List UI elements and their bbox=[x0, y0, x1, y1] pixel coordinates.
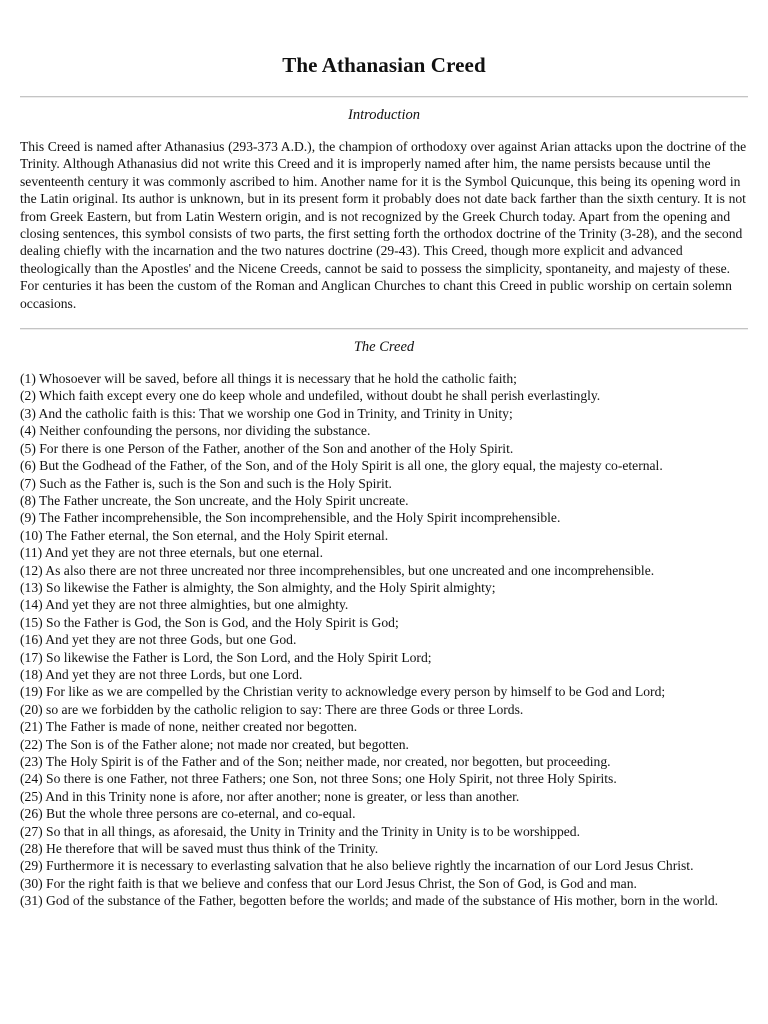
creed-line: (4) Neither confounding the persons, nor dividing the substance. bbox=[20, 423, 371, 439]
creed-line: (27) So that in all things, as aforesaid, the Unity in Trinity and the Trinity in Unity is to be worshipped. bbox=[20, 823, 580, 839]
creed-heading: The Creed bbox=[353, 339, 415, 356]
creed-line: (22) The Son is of the Father alone; not made nor created, but begotten. bbox=[20, 736, 409, 752]
creed-line: (8) The Father uncreate, the Son uncreate, and the Holy Spirit uncreate. bbox=[20, 492, 409, 508]
creed-line: (11) And yet they are not three eternals, but one eternal. bbox=[20, 545, 323, 561]
creed-line: (17) So likewise the Father is Lord, the Son Lord, and the Holy Spirit Lord; bbox=[20, 649, 432, 665]
introduction-heading: Introduction bbox=[348, 107, 420, 123]
introduction-paragraph: This Creed is named after Athanasius (293-373 A.D.), the champion of orthodoxy over against Arian attacks upon the doctrine of the Trinity. Although Athanasius did not write this Creed and it is improperly named after him, the name persists because until the seventeenth century it was commonly ascribed to him. Another name for it is the Symbol Quicunque, this being its opening word in the Latin original. Its author is unknown, but in its present form it probably does not date back farther than the sixth century. It is not from Greek Eastern, but from Latin Western origin, and is not recognized by the Greek Church today. Apart from the opening and closing sentences, this symbol consists of two parts, the first setting forth the orthodox doctrine of the Trinity (3-28), and the second dealing chiefly with the incarnation and the two natures doctrine (29-43). This Creed, though more explicit and advanced theologically than the Apostles' and the Nicene Creeds, cannot be said to possess the simplicity, spontaneity, and majesty of these. For centuries it has been the custom of the Roman and Anglican Churches to chant this Creed in public worship on certain solemn occasions. bbox=[20, 139, 747, 311]
creed-line: (5) For there is one Person of the Father, another of the Son and another of the Holy Spirit. bbox=[20, 440, 514, 456]
divider-middle bbox=[20, 328, 748, 330]
creed-line: (23) The Holy Spirit is of the Father and of the Son; neither made, nor created, nor begotten, but proceeding. bbox=[20, 754, 611, 769]
creed-line: (14) And yet they are not three almighties, but one almighty. bbox=[20, 597, 349, 613]
creed-list bbox=[20, 370, 748, 910]
creed-line: (3) And the catholic faith is this: That we worship one God in Trinity, and Trinity in Unity; bbox=[20, 405, 513, 421]
page-title: The Athanasian Creed bbox=[282, 53, 486, 77]
creed-line: (21) The Father is made of none, neither created nor begotten. bbox=[20, 719, 358, 735]
creed-line: (9) The Father incomprehensible, the Son incomprehensible, and the Holy Spirit incomprehensible. bbox=[20, 510, 561, 526]
creed-line: (10) The Father eternal, the Son eternal, and the Holy Spirit eternal. bbox=[20, 527, 389, 543]
divider-top bbox=[20, 96, 748, 98]
creed-line: (7) Such as the Father is, such is the Son and such is the Holy Spirit. bbox=[20, 475, 392, 491]
creed-line: (24) So there is one Father, not three Fathers; one Son, not three Sons; one Holy Spirit, not three Holy Spirits. bbox=[20, 771, 617, 787]
creed-line: (20) so are we forbidden by the catholic religion to say: There are three Gods or three Lords. bbox=[20, 701, 524, 717]
creed-line: (15) So the Father is God, the Son is God, and the Holy Spirit is God; bbox=[20, 614, 399, 630]
creed-line: (29) Furthermore it is necessary to everlasting salvation that he also believe rightly the incarnation of our Lord Jesus Christ. bbox=[20, 858, 694, 874]
creed-line: (25) And in this Trinity none is afore, nor after another; none is greater, or less than another. bbox=[20, 788, 520, 804]
creed-line: (31) God of the substance of the Father, begotten before the worlds; and made of the substance of His mother, born in the world. bbox=[20, 893, 719, 909]
creed-line: (2) Which faith except every one do keep whole and undefiled, without doubt he shall perish everlastingly. bbox=[20, 388, 601, 404]
creed-line: (26) But the whole three persons are co-eternal, and co-equal. bbox=[20, 806, 356, 822]
creed-line: (16) And yet they are not three Gods, but one God. bbox=[20, 632, 297, 648]
creed-line: (18) And yet they are not three Lords, but one Lord. bbox=[20, 666, 303, 682]
creed-line: (19) For like as we are compelled by the Christian verity to acknowledge every person by himself to be God and Lord; bbox=[20, 684, 666, 700]
creed-line: (13) So likewise the Father is almighty, the Son almighty, and the Holy Spirit almighty; bbox=[20, 579, 496, 595]
creed-line: (1) Whosoever will be saved, before all things it is necessary that he hold the catholic faith; bbox=[20, 371, 517, 387]
creed-line: (12) As also there are not three uncreated nor three incomprehensibles, but one uncreated and one incomprehensible. bbox=[20, 562, 655, 578]
creed-line: (6) But the Godhead of the Father, of the Son, and of the Holy Spirit is all one, the glory equal, the majesty co-eternal. bbox=[20, 458, 663, 474]
creed-line: (30) For the right faith is that we believe and confess that our Lord Jesus Christ, the Son of God, is God and man. bbox=[20, 875, 637, 891]
creed-line: (28) He therefore that will be saved must thus think of the Trinity. bbox=[20, 841, 379, 857]
